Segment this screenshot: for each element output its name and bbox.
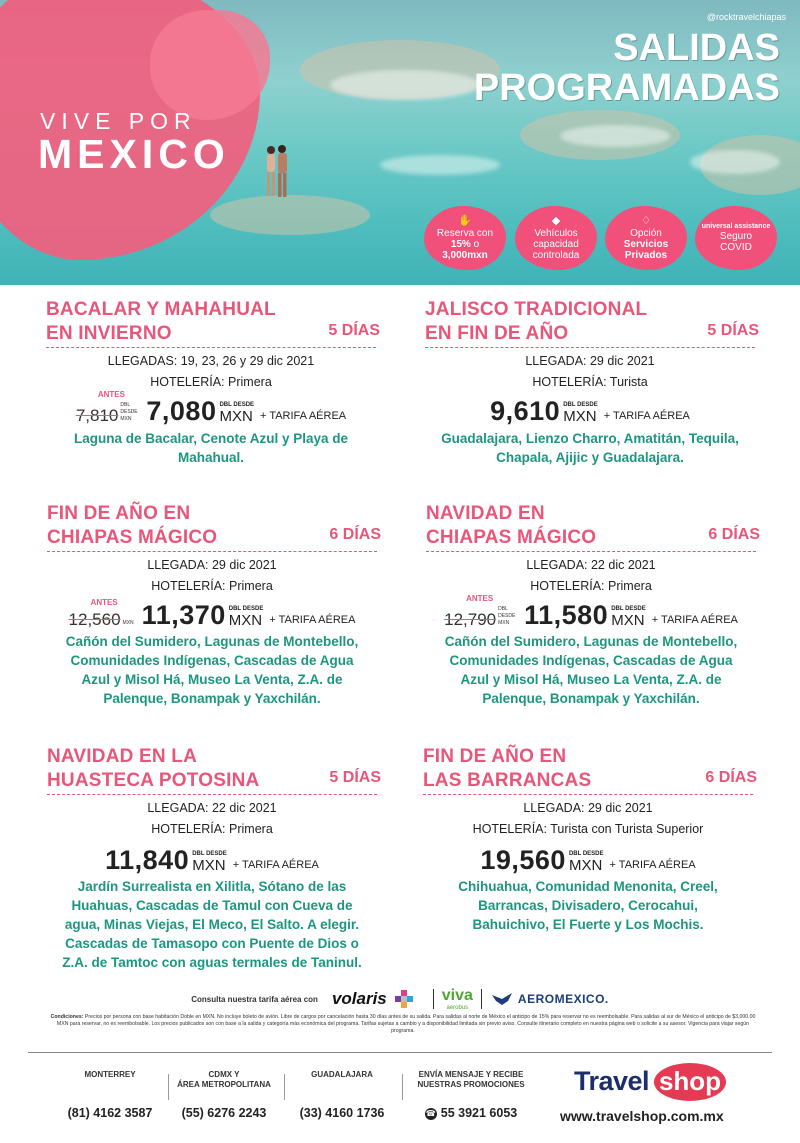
diamond-icon: ♢ [641,215,651,227]
dashed-divider [47,551,377,552]
aeromexico-logo: AEROMEXICO. [490,991,609,1007]
package-llegada: LLEGADA: 22 dic 2021 [147,801,277,815]
hero-foam [560,125,670,147]
package-title: NAVIDAD EN CHIAPAS MÁGICO [426,503,597,548]
separator [402,1074,403,1100]
badge-text: Seguro [719,231,753,242]
package-card-fin-chiapas [47,502,387,712]
package-title: FIN DE AÑO EN CHIAPAS MÁGICO [47,503,218,548]
package-description: Chihuahua, Comunidad Menonita, Creel, Barrancas, Divisadero, Cerocahui, Bahuichivo, El Fuerte y Los Mochis. [458,879,718,932]
shield-icon: ◆ [551,215,561,227]
viva-aerobus-logo: viva aerobus [441,987,473,1011]
badge-percent: 15% [450,239,471,250]
conditions-text: Condiciones: Precios por persona con base habitación Doble en MXN. No incluye boleto de avión. Libre de cargos por cancelación hasta 30 días antes de su salida. Para salidas al norte de México el anticipo de 15% para reservar no es reembolsable. Para salidas al sur de México el anticipo de $3,000.00 MXN para reservar, no es reembolsable. Los precios publicados son con base a la salida y categoría más económica del programa. Tarifas sujetas a cambio y a disponibilidad limitada sin previo aviso. Consulte itinerario completo en nuestra página web o solicite a su asesor. Vigencia para viajar según programa. [50,1014,756,1035]
hero-banner [0,0,800,285]
package-card-bacalar [46,298,386,478]
vive-por-text: VIVE POR [40,108,197,134]
current-price: 7,080 [146,396,217,426]
badge-text: Servicios [623,239,669,250]
package-days: 5 DÍAS [328,322,380,339]
contact-guadalajara: GUADALAJARA (33) 4160 1736 [290,1070,394,1120]
hero-foam [380,155,500,175]
package-price: ANTES 7,810 DBL DESDE MXN 7,080 DBL DESDE MXN + TARIFA AÉREA [75,390,347,426]
hand-icon: ✋ [458,215,472,227]
badge-amount: 3,000mxn [442,250,488,261]
package-title: NAVIDAD EN LA HUASTECA POTOSINA [47,746,260,791]
current-price: 11,370 [141,600,226,630]
instagram-handle: @rocktravelchiapas [706,12,786,22]
package-days: 6 DÍAS [705,769,757,786]
footer-divider [28,1052,772,1053]
package-hoteleria: HOTELERÍA: Turista con Turista Superior [472,822,704,836]
badge-text: Reserva con [436,228,494,239]
mexico-text: MEXICO [38,131,230,177]
current-price: 11,580 [524,600,609,630]
phone-number[interactable]: (55) 6276 2243 [181,1106,267,1120]
package-price: 11,840 DBL DESDE MXN + TARIFA AÉREA [105,845,319,875]
package-description: Laguna de Bacalar, Cenote Azul y Playa de Mahahual. [73,431,349,465]
contact-monterrey: MONTERREY (81) 4162 3587 [62,1070,158,1120]
separator [481,989,482,1009]
package-title: BACALAR Y MAHAHUAL EN INVIERNO [46,299,276,344]
universal-assistance-logo: universal assistance [701,223,771,230]
package-llegada: LLEGADA: 29 dic 2021 [523,801,653,815]
package-title: FIN DE AÑO EN LAS BARRANCAS [423,746,592,791]
package-llegada: LLEGADAS: 19, 23, 26 y 29 dic 2021 [107,354,315,368]
whatsapp-phone[interactable]: ☎ 55 3921 6053 [425,1106,518,1120]
package-title: JALISCO TRADICIONAL EN FIN DE AÑO [425,299,648,344]
couple-silhouette-icon [262,144,292,200]
package-description: Cañón del Sumidero, Lagunas de Montebello, Comunidades Indígenas, Cascadas de Agua Azul y Misol Há, Museo La Venta, Z.A. de Palenque, Bonampak y Yaxchilán. [444,634,738,706]
contact-whatsapp: ENVÍA MENSAJE Y RECIBE NUESTRAS PROMOCIONES ☎ 55 3921 6053 [406,1070,536,1120]
package-days: 5 DÍAS [329,769,381,786]
hero-rock [210,195,370,235]
package-hoteleria: HOTELERÍA: Primera [151,579,273,593]
badge-text: capacidad [533,239,579,250]
package-llegada: LLEGADA: 22 dic 2021 [526,558,656,572]
website-link[interactable]: www.travelshop.com.mx [560,1108,724,1124]
dashed-divider [423,794,753,795]
package-days: 5 DÍAS [707,322,759,339]
current-price: 9,610 [490,396,561,426]
consulta-text: Consulta nuestra tarifa aérea con [191,994,318,1004]
badge-text: Opción [630,228,662,239]
old-price: ANTES 12,560 MXN [68,598,134,629]
badge-text: controlada [532,250,580,261]
package-card-jalisco [425,298,765,478]
aeromexico-eagle-icon [490,991,514,1007]
separator [284,1074,285,1100]
badge-text: Privados [624,250,668,261]
package-price: 19,560 DBL DESDE MXN + TARIFA AÉREA [480,845,696,875]
package-description: Guadalajara, Lienzo Charro, Amatitán, Tequila, Chapala, Ajijic y Guadalajara. [441,431,739,465]
badge-text: o [473,239,480,250]
badge-vehiculos [515,206,597,270]
dashed-divider [425,347,755,348]
package-llegada: LLEGADA: 29 dic 2021 [147,558,277,572]
separator [168,1074,169,1100]
airline-partners [0,988,800,1010]
hero-foam [330,70,480,100]
salidas-programadas-title [474,28,780,108]
current-price: 11,840 [105,845,190,875]
programadas-text: PROGRAMADAS [473,67,780,109]
dashed-divider [47,794,377,795]
package-description: Jardín Surrealista en Xilitla, Sótano de las Huahuas, Cascadas de Tamul con Cueva de agua, Minas Viejas, El Meco, El Salto. A elegir. Cascadas de Tamasopo con Puente de Dios o Z.A. de Tamtoc con aguas termales de Taninul. [62,879,362,970]
old-price: ANTES 12,790 DBL DESDE MXN [444,594,516,629]
salidas-text: SALIDAS [613,27,780,69]
package-description: Cañón del Sumidero, Lagunas de Montebello, Comunidades Indígenas, Cascadas de Agua Azul y Misol Há, Museo La Venta, Z.A. de Palenque, Bonampak y Yaxchilán. [65,634,359,706]
package-card-navidad-chiapas [426,502,766,712]
badge-text: Vehículos [534,228,578,239]
contact-cdmx: CDMX Y ÁREA METROPOLITANA (55) 6276 2243 [172,1070,276,1120]
badge-seguro [695,206,777,270]
current-price: 19,560 [480,845,566,875]
package-llegada: LLEGADA: 29 dic 2021 [525,354,655,368]
phone-number[interactable]: (81) 4162 3587 [67,1106,153,1120]
whatsapp-icon: ☎ [425,1109,436,1118]
package-hoteleria: HOTELERÍA: Primera [150,375,272,389]
package-days: 6 DÍAS [708,526,760,543]
hero-foam [690,150,780,174]
package-card-barrancas [423,745,763,945]
package-price: 9,610 DBL DESDE MXN + TARIFA AÉREA [490,396,690,426]
volaris-dots-icon [395,990,413,1008]
package-hoteleria: HOTELERÍA: Turista [532,375,648,389]
package-price: ANTES 12,790 DBL DESDE MXN 11,580 DBL DESDE MXN + TARIFA AÉREA [444,594,738,630]
separator [433,989,434,1009]
package-hoteleria: HOTELERÍA: Primera [530,579,652,593]
package-days: 6 DÍAS [329,526,381,543]
old-price: ANTES 7,810 DBL DESDE MXN [75,390,138,425]
badge-servicios [605,206,687,270]
travelshop-logo: Travel shop [572,1062,730,1102]
dashed-divider [426,551,756,552]
volaris-logo: volaris [331,989,387,1008]
package-card-huasteca [47,745,387,975]
badge-text: COVID [720,242,752,253]
phone-number[interactable]: (33) 4160 1736 [299,1106,385,1120]
package-price: ANTES 12,560 MXN 11,370 DBL DESDE MXN + TARIFA AÉREA [68,598,356,630]
badge-reserva [424,206,506,270]
dashed-divider [46,347,376,348]
package-hoteleria: HOTELERÍA: Primera [151,822,273,836]
